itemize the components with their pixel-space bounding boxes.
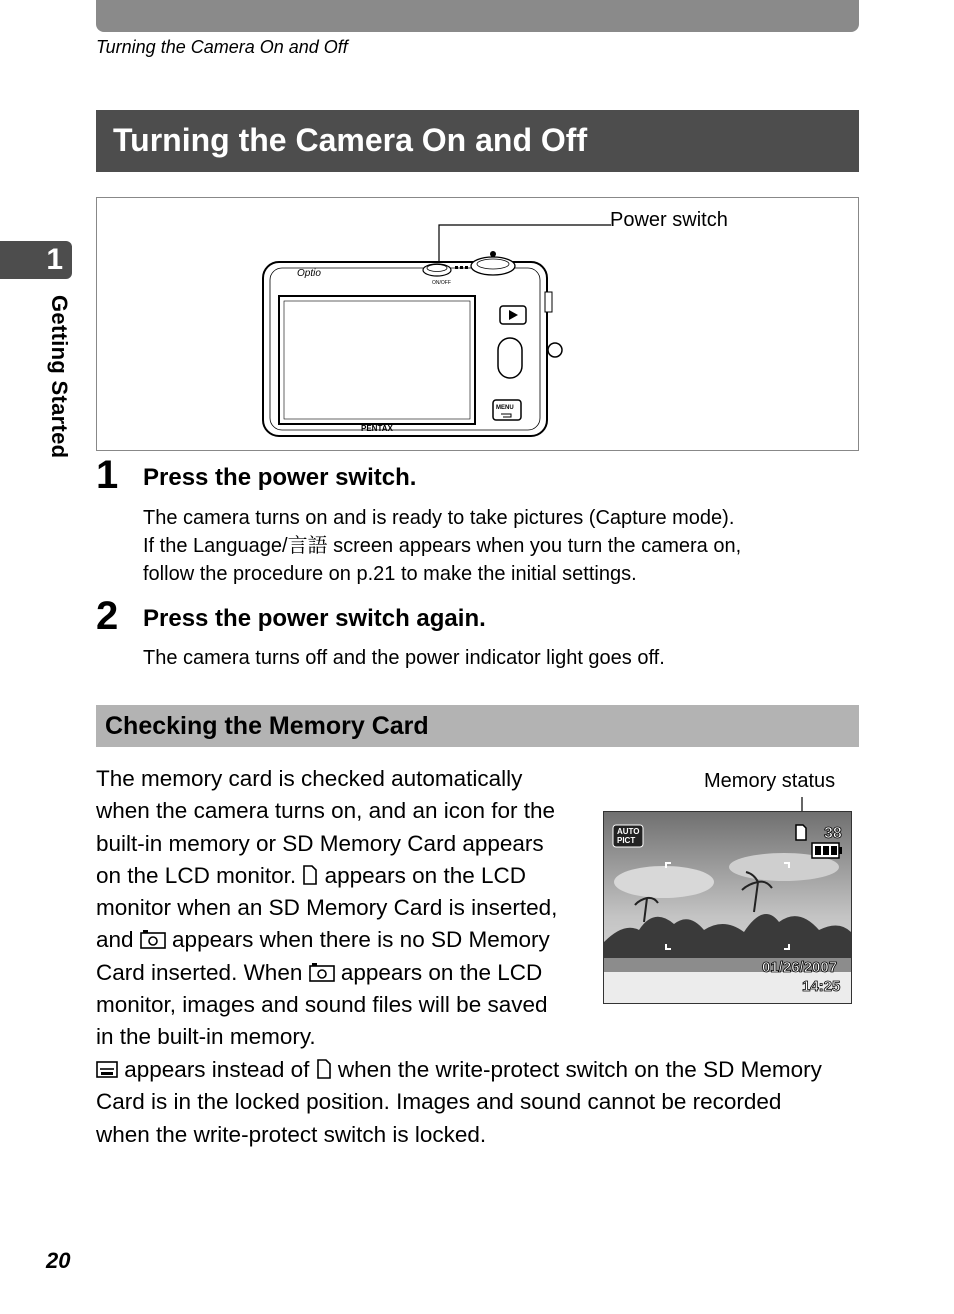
write-protect-paragraph: appears instead of when the write-protect switch on the SD Memory Card is in the locked position. Images and sound cannot be recorded when the write-protect switch is locked. — [96, 1057, 822, 1147]
step-number: 1 — [96, 453, 119, 497]
svg-text:AUTO: AUTO — [617, 827, 640, 836]
sd-card-icon — [302, 865, 318, 885]
language-kanji: 言語 — [287, 535, 328, 557]
camera-figure — [96, 197, 859, 451]
step-body: The camera turns on and is ready to take pictures (Capture mode). If the Language/言語 screen appears when you turn the camera on, follow the procedure on p.21 to make the initial settings. — [143, 507, 742, 585]
sd-card-icon — [316, 1059, 332, 1079]
svg-text:PICT: PICT — [617, 836, 636, 845]
sd-card-icon — [796, 825, 806, 840]
top-bar — [96, 0, 859, 32]
memory-status-callout: Memory status — [704, 770, 836, 792]
step-heading: Press the power switch. — [143, 464, 417, 491]
svg-text:01/26/2007: 01/26/2007 — [762, 959, 838, 976]
section-title: Checking the Memory Card — [96, 705, 859, 747]
beach-photo — [604, 812, 851, 1003]
battery-icon — [812, 843, 842, 858]
svg-text:PENTAX: PENTAX — [361, 424, 393, 433]
built-in-memory-icon — [140, 929, 166, 949]
camera-back-illustration — [97, 198, 858, 450]
running-head: Turning the Camera On and Off — [96, 37, 348, 57]
step-number: 2 — [96, 594, 119, 638]
step-body: The camera turns off and the power indicator light goes off. — [143, 647, 665, 669]
step-heading: Press the power switch again. — [143, 605, 486, 632]
svg-text:14:25: 14:25 — [802, 978, 841, 995]
svg-text:38: 38 — [824, 825, 842, 842]
built-in-memory-icon — [309, 962, 335, 982]
write-protect-icon — [96, 1059, 118, 1079]
svg-text:Optio: Optio — [297, 268, 321, 279]
lcd-preview — [603, 811, 852, 1004]
chapter-tab: 1 — [0, 241, 72, 279]
power-switch-callout: Power switch — [610, 209, 728, 231]
page-number: 20 — [46, 1248, 71, 1273]
memory-card-paragraph: The memory card is checked automatically when the camera turns on, and an icon for the built-in memory or SD Memory Card appears on the LCD monitor. appears on the LCD monitor when an SD Memory Card is inserted, and appears when there is no SD Memory Card inserted. When appears on the LCD monitor, images and sound files will be saved in the built-in memory. — [96, 766, 558, 1050]
chapter-label: Getting Started — [47, 295, 72, 459]
svg-text:ON/OFF: ON/OFF — [432, 280, 451, 286]
svg-text:MENU: MENU — [496, 405, 514, 411]
page-title: Turning the Camera On and Off — [96, 110, 859, 172]
